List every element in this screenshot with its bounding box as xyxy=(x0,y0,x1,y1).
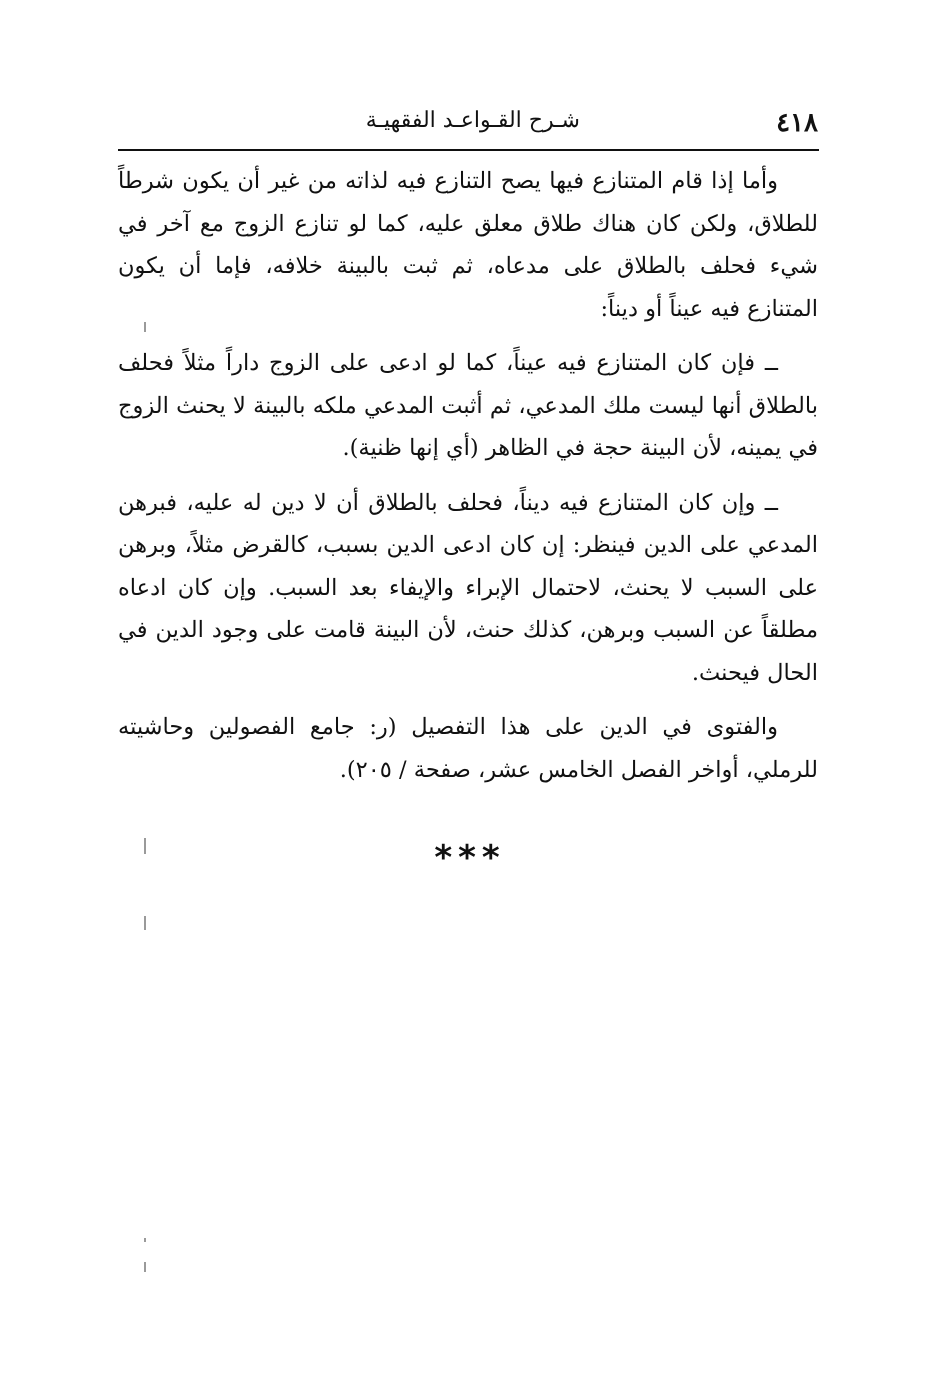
header-rule xyxy=(118,149,819,151)
scan-speck xyxy=(144,916,146,930)
scan-speck xyxy=(144,1238,146,1242)
page-body xyxy=(118,160,818,803)
paragraph-item-dayn: ــ وإن كان المتنازع فيه ديناً، فحلف بالطلاق أن لا دين له عليه، فبرهن المدعي على الدين فينظر: إن كان ادعى الدين بسبب، كالقرض مثلاً، وبرهن على السبب لا يحنث، لاحتمال الإبراء والإيفاء بعد السبب. وإن كان ادعاه مطلقاً عن السبب وبرهن، كذلك حنث، لأن البينة قامت على وجود الدين في الحال فيحنث. xyxy=(118,489,818,686)
paragraph-item-ayn: ــ فإن كان المتنازع فيه عيناً، كما لو ادعى على الزوج داراً مثلاً فحلف بالطلاق أنها ليست ملك المدعي، ثم أثبت المدعي ملكه بالبينة لا يحنث الزوج في يمينه، لأن البينة حجة في الظاهر (أي إنها ظنية). xyxy=(118,350,818,461)
page-number: ٤١٨ xyxy=(776,108,818,138)
page-header xyxy=(118,100,818,144)
section-separator: *** xyxy=(434,838,506,878)
scan-speck xyxy=(144,1262,146,1272)
paragraph-fatwa: والفتوى في الدين على هذا التفصيل (ر: جامع الفصولين وحاشيته للرملي، أواخر الفصل الخامس عشر، صفحة / ٢٠٥). xyxy=(118,714,818,783)
scan-speck xyxy=(144,322,146,332)
paragraph-intro: وأما إذا قام المتنازع فيها يصح التنازع فيه لذاته من غير أن يكون شرطاً للطلاق، ولكن كان هناك طلاق معلق عليه، كما لو تنازع الزوج مع آخر في شيء فحلف بالطلاق على مدعاه، ثم ثبت بالبينة خلافه، فإما أن يكون المتنازع فيه عيناً أو ديناً: xyxy=(118,168,818,322)
running-title: شـرح القـواعـد الفقهيـة xyxy=(365,108,580,133)
scan-speck xyxy=(144,838,146,854)
